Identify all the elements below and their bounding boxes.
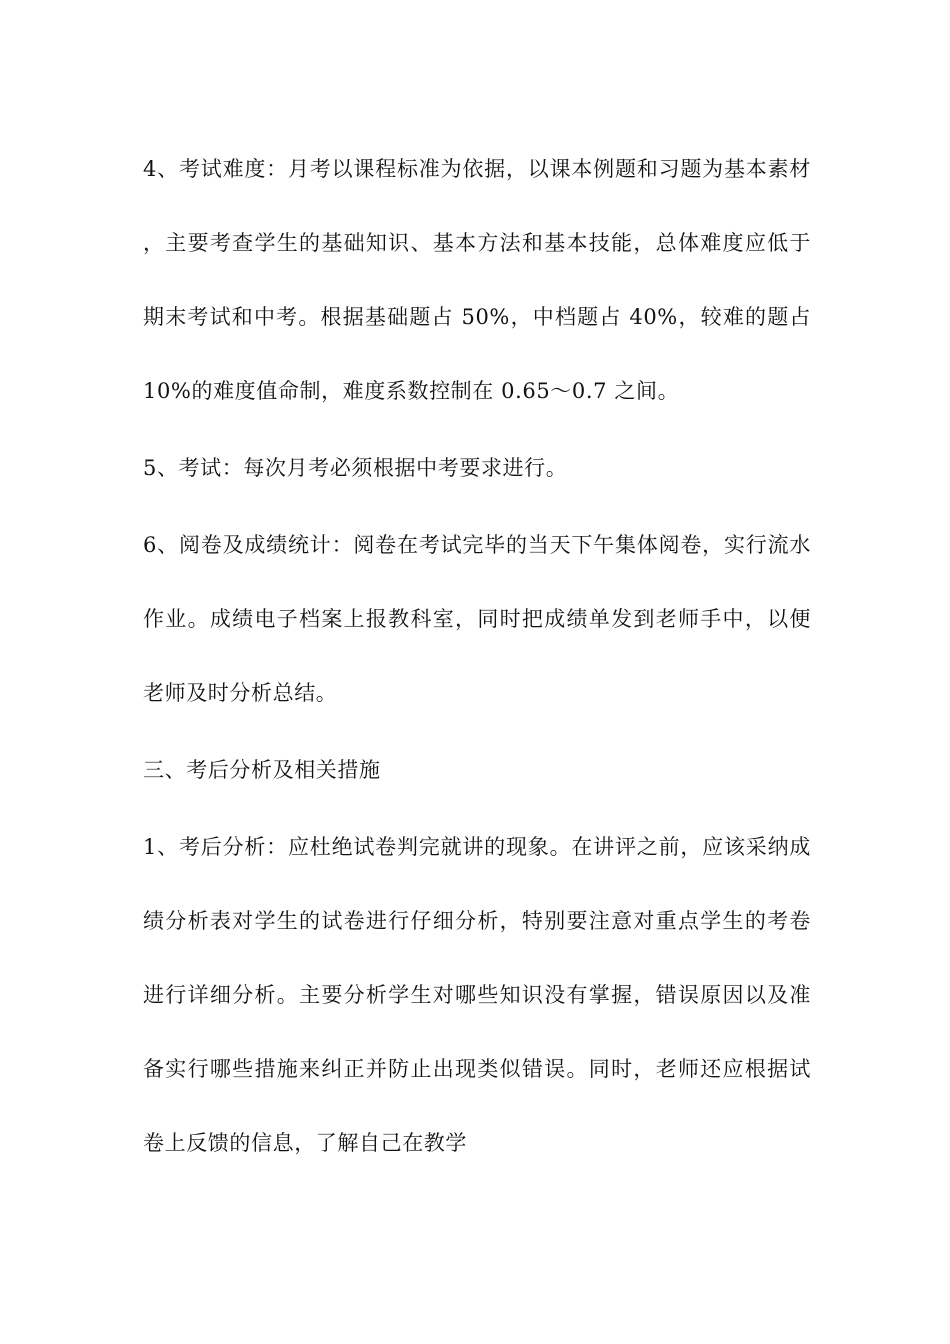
paragraph-grading-statistics: 6、阅卷及成绩统计：阅卷在考试完毕的当天下午集体阅卷，实行流水作业。成绩电子档案上报教科室，同时把成绩单发到老师手中，以便老师及时分析总结。 <box>143 533 811 705</box>
paragraph-post-exam-analysis: 1、考后分析：应杜绝试卷判完就讲的现象。在讲评之前，应该采纳成绩分析表对学生的试卷进行仔细分析，特别要注意对重点学生的考卷进行详细分析。主要分析学生对哪些知识没有掌握，错误原因以及准备实行哪些措施来纠正并防止出现类似错误。同时，老师还应根据试卷上反馈的信息，了解自己在教学 <box>143 835 811 1155</box>
paragraph-exam-difficulty: 4、考试难度：月考以课程标准为依据，以课本例题和习题为基本素材，主要考查学生的基础知识、基本方法和基本技能，总体难度应低于期末考试和中考。根据基础题占 50%，中档题占 40%，较难的题占 10%的难度值命制，难度系数控制在 0.65～0.7 之间。 <box>143 157 811 403</box>
paragraph-exam: 5、考试：每次月考必须根据中考要求进行。 <box>143 456 568 480</box>
document-body <box>143 132 811 1183</box>
section-heading-post-exam-analysis: 三、考后分析及相关措施 <box>143 758 381 782</box>
